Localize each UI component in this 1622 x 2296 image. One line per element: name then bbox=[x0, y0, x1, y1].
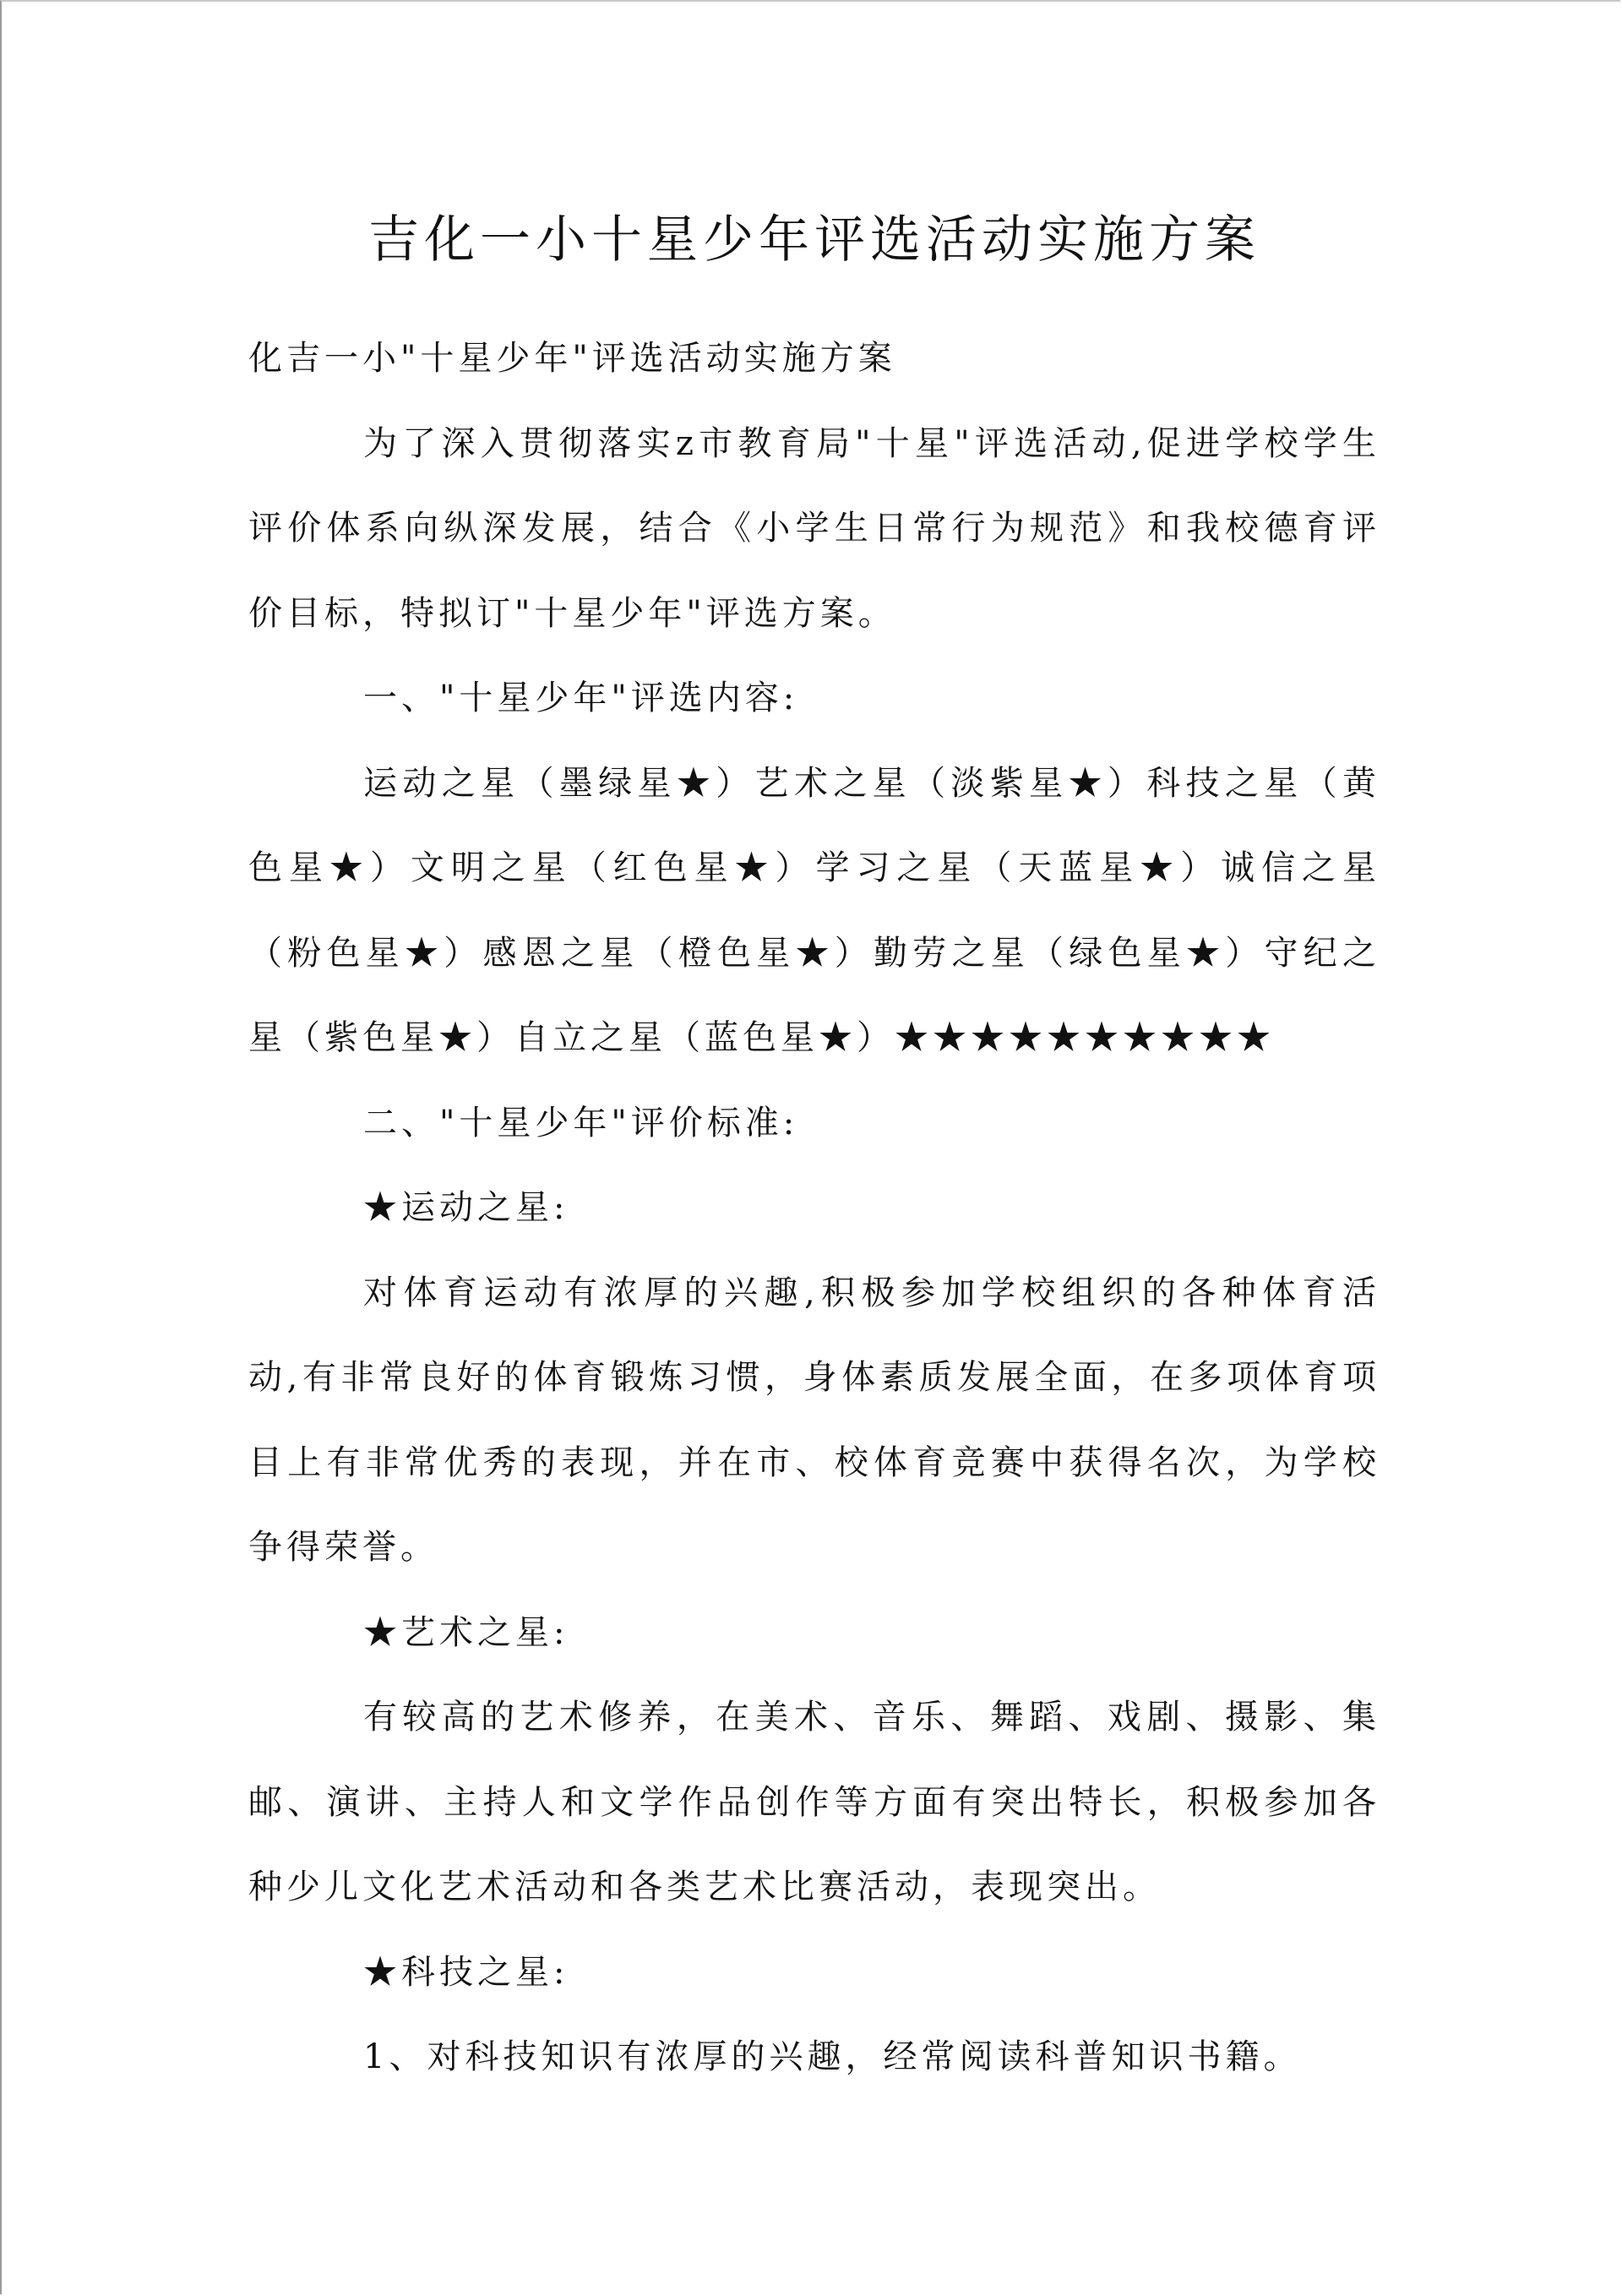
tech-star-heading: ★科技之星: bbox=[363, 1952, 569, 1992]
intro-paragraph: 为了深入贯彻落实z市教育局"十星"评选活动,促进学校学生评价体系向纵深发展，结合《小学生日常行为规范》和我校德育评价目标，特拟订"十星少年"评选方案。 bbox=[248, 423, 1380, 633]
art-star-heading: ★艺术之星: bbox=[363, 1612, 569, 1652]
section-heading-content: 一、"十星少年"评选内容: bbox=[363, 679, 799, 717]
art-star-paragraph: 有较高的艺术修养，在美术、音乐、舞蹈、戏剧、摄影、集邮、演讲、主持人和文学作品创作等方面有突出特长，积极参加各种少儿文化艺术活动和各类艺术比赛活动，表现突出。 bbox=[248, 1698, 1380, 1906]
sports-star-paragraph: 对体育运动有浓厚的兴趣,积极参加学校组织的各种体育活动,有非常良好的体育锻炼习惯，身体素质发展全面，在多项体育项目上有非常优秀的表现，并在市、校体育竞赛中获得名次，为学校争得荣誉。 bbox=[248, 1273, 1380, 1567]
tech-star-item-1: 1、对科技知识有浓厚的兴趣，经常阅读科普知识书籍。 bbox=[363, 2037, 1302, 2076]
document-body bbox=[248, 316, 1380, 2100]
document-title: 吉化一小十星少年评选活动实施方案 bbox=[368, 210, 1260, 270]
section-heading-standards: 二、"十星少年"评价标准: bbox=[363, 1103, 799, 1143]
stars-list-paragraph: 运动之星（墨绿星★）艺术之星（淡紫星★）科技之星（黄色星★）文明之星（红色星★）学习之星（天蓝星★）诚信之星（粉色星★）感恩之星（橙色星★）勤劳之星（绿色星★）守纪之星（紫色星★）自立之星（蓝色星★）★★★★★★★★★★ bbox=[248, 763, 1380, 1057]
subtitle-paragraph: 化吉一小"十星少年"评选活动实施方案 bbox=[248, 339, 896, 378]
sports-star-heading: ★运动之星: bbox=[363, 1188, 569, 1227]
